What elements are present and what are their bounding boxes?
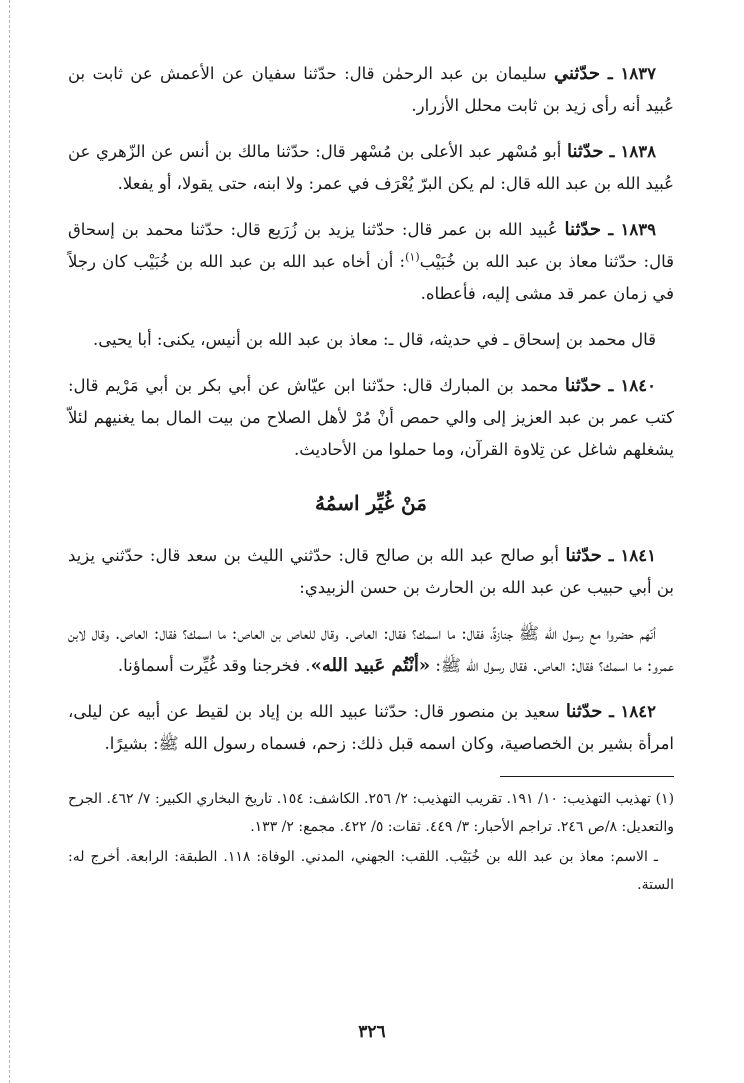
hadith-text: . فخرجنا وقد غُيِّرت أسماؤنا. [117, 656, 311, 675]
footnote-marker[interactable]: (١) [405, 250, 420, 264]
hadith-text: سليمان بن عبد الرحمٰن قال: حدّثنا سفيان عن الأعمش عن ثابت بن عُبيد أنه رأى زيد بن ثابت محلل الأزرار. [68, 64, 674, 115]
hadith-separator: ـ [601, 220, 621, 239]
hadith-text: : أن أخاه عبد الله بن عبد الله بن خُبَيْب كان رجلاً في زمان عمر قد مشى إليه، فأعطاه. [68, 252, 674, 303]
narration-keyword: حدّثنا [565, 701, 603, 722]
prophetic-quote: «أنْتُم عَبيد الله» [310, 655, 431, 676]
hadith-number: ١٨٤٠ [620, 376, 656, 395]
hadith-separator: ـ [601, 376, 621, 395]
narration-keyword: حدّثنا [564, 219, 602, 240]
hadith-paragraph [68, 696, 674, 760]
hadith-text: أبو صالح عبد الله بن صالح قال: حدّثني الليث بن سعد قال: حدّثني يزيد بن أبي حبيب عن عبد الله بن الحارث بن حسن الزبيدي: [68, 546, 674, 597]
hadith-text: محمد بن المبارك قال: حدّثنا ابن عيّاش عن أبي بكر بن أبي مَرْيم قال: كتب عمر بن عبد العزيز إلى والي حمص أنْ مُرْ لأهل الصلاح من بيت المال بما يغنيهم لئلاّ يشغلهم شاغل عن تِلاوة القرآن، وما حملوا من الأحاديث. [68, 376, 674, 459]
commentary-paragraph [68, 324, 674, 356]
narration-keyword: حدّثنا [564, 375, 602, 396]
commentary-text: قال محمد بن إسحاق ـ في حديثه، قال ـ: معاذ بن عبد الله بن أنيس، يكنى: أبا يحيى. [93, 330, 656, 349]
footnote: (١) تهذيب التهذيب: ١٠/ ١٩١. تقريب التهذيب: ٢/ ٢٥٦. الكاشف: ١٥٤. تاريخ البخاري الكبير: ٧/ ٤٦٢. الجرح والتعديل: ٨/ص ٢٤٦. تراجم الأحبار: ٣/ ٤٤٩. ثقات: ٥/ ٤٢٢. مجمع: ٢/ ١٣٣. [68, 791, 675, 835]
hadith-paragraph [68, 214, 674, 310]
narration-keyword: حدّثني [553, 63, 600, 84]
narration-keyword: حدّثنا [565, 545, 602, 566]
page-content [68, 58, 674, 901]
hadith-paragraph [68, 58, 674, 122]
hadith-number: ١٨٣٨ [620, 142, 656, 161]
hadith-paragraph [68, 540, 674, 604]
margin-guide-line [9, 0, 10, 1083]
section-heading: مَنْ غُيِّر اسمُهُ [315, 491, 427, 515]
narration-keyword: حدّثنا [566, 141, 604, 162]
hadith-paragraph [68, 136, 674, 200]
page-number: ٣٢٦ [358, 1022, 386, 1042]
hadith-number: ١٨٤١ [620, 546, 656, 565]
hadith-text: سعيد بن منصور قال: حدّثنا عبيد الله بن إياد بن لقيط عن أبيه عن ليلى، امرأة بشير بن الخصاصية، وكان اسمه قبل ذلك: زحم، فسماه رسول الله ﷺ: بشيرًا. [68, 702, 674, 753]
hadith-text: أبو مُسْهر عبد الأعلى بن مُسْهر قال: حدّثنا مالك بن أنس عن الزّهري عن عُبيد الله بن عبد الله قال: لم يكن البرّ يُعْرَف في عمر: ولا ابنه، حتى يقولا، أو يفعلا. [68, 142, 674, 193]
footnote-narrator-info: ـ الاسم: معاذ بن عبد الله بن خُبَيْب. اللقب: الجهني، المدني. الوفاة: ١١٨. الطبقة: الرابعة. أخرج له: الستة. [68, 849, 674, 893]
hadith-separator: ـ [599, 64, 621, 83]
hadith-number: ١٨٣٧ [620, 64, 656, 83]
hadith-separator: ـ [603, 142, 621, 161]
hadith-text: أنّهم حضروا مع رسول الله ﷺ جنازةً، فقال: ما اسمك؟ فقال: العاص. وقال للعاص بن العاص: ما اسمك؟ فقال: العاص. وقال لابن عمرو: ما اسمك؟ فقال: العاص. فقال رسول الله ﷺ: [68, 624, 674, 675]
hadith-separator: ـ [602, 702, 621, 721]
footnote-divider [500, 776, 674, 777]
hadith-number: ١٨٣٩ [620, 220, 656, 239]
hadith-text: عُبيد الله بن عمر قال: حدّثنا يزيد بن زُرَيع قال: حدّثنا محمد بن إسحاق قال: حدّثنا معاذ بن عبد الله بن خُبَيْب [68, 220, 674, 271]
hadith-number: ١٨٤٢ [620, 702, 656, 721]
hadith-separator: ـ [601, 546, 621, 565]
hadith-paragraph [68, 370, 674, 466]
hadith-matn-paragraph [68, 618, 674, 682]
